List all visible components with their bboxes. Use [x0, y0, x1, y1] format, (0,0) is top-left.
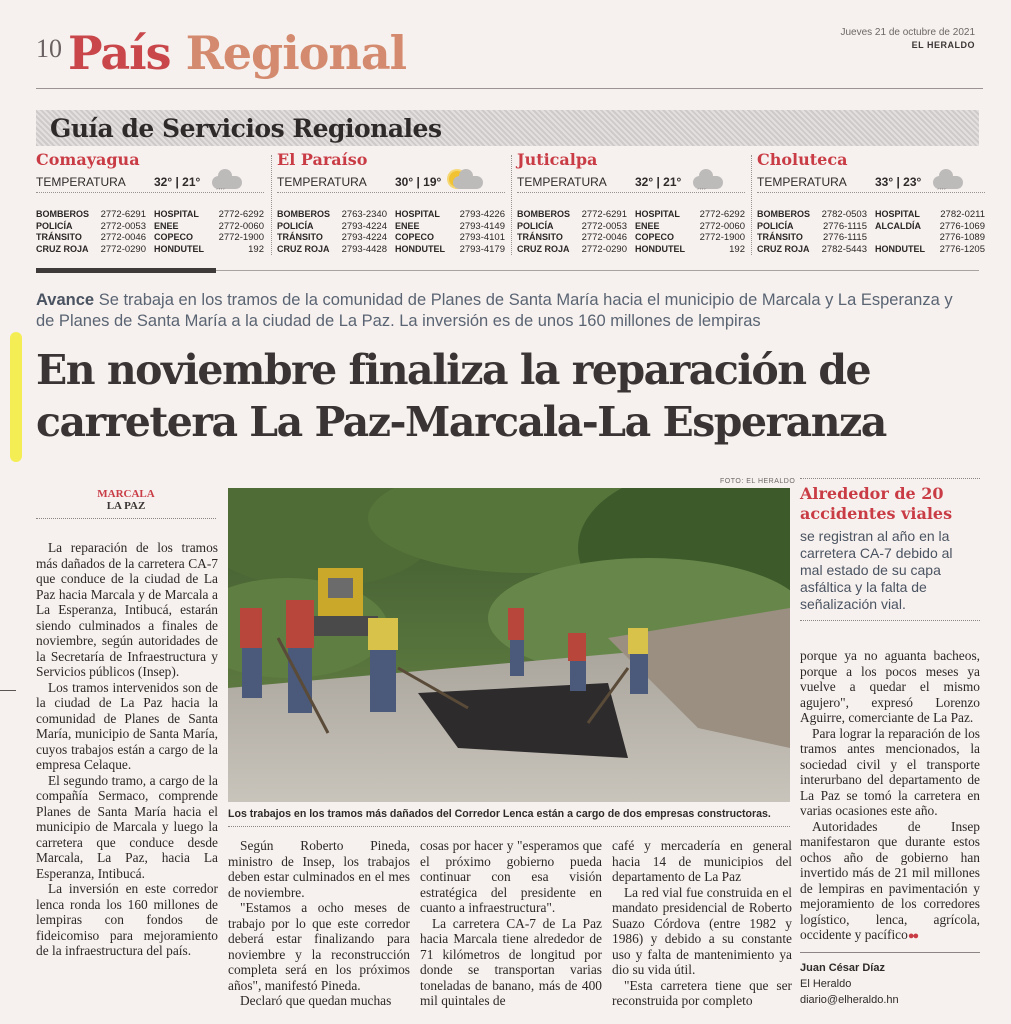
- phone-number: 2772-6292: [218, 209, 264, 220]
- temperature-label: TEMPERATURA: [36, 174, 126, 189]
- temperature-row: [757, 171, 985, 193]
- header-divider: [36, 88, 983, 89]
- service-name: HOSPITAL: [875, 209, 920, 219]
- phone-directory: [36, 209, 264, 255]
- city-divider: [751, 155, 752, 255]
- phone-entry: [635, 232, 745, 244]
- issue-date: Jueves 21 de octubre de 2021: [840, 27, 975, 38]
- sidebar-rule-bottom: [800, 620, 980, 621]
- phone-entry: [757, 232, 867, 244]
- page-edge-mark: [0, 690, 16, 691]
- phone-number: 192: [248, 243, 264, 255]
- phone-entry: [875, 209, 985, 221]
- phone-entry: [395, 209, 505, 221]
- article-column-1: [36, 540, 218, 959]
- phone-number: 2776-1115: [822, 220, 867, 232]
- city-divider: [271, 155, 272, 255]
- service-name: COPECO: [395, 232, 435, 242]
- phone-number: 2782-5443: [821, 243, 867, 255]
- article-column-2: [228, 838, 410, 1009]
- photo-credit: FOTO: EL HERALDO: [720, 478, 796, 485]
- city-block: [517, 150, 745, 262]
- page-number: 10: [36, 34, 62, 63]
- service-name: ENEE: [395, 220, 420, 231]
- paragraph: porque ya no aguanta bacheos, porque a los pocos meses ya vuelve a quedar el mismo agujero", expresó Lorenzo Aguirre, comerciante de La Paz.: [800, 648, 980, 725]
- article-column-4: [612, 838, 792, 1009]
- end-mark-icon: ●●: [907, 930, 918, 942]
- city-name: Comayagua: [36, 150, 140, 169]
- phone-number: 2776-1089: [939, 232, 985, 243]
- phone-number: 2793-4149: [459, 220, 505, 232]
- phone-number: 2763-2340: [341, 209, 387, 220]
- phone-number: 2793-4224: [341, 220, 387, 232]
- phone-entry: [635, 209, 745, 221]
- phone-number: 2793-4226: [459, 209, 505, 220]
- service-name: CRUZ ROJA: [36, 243, 89, 254]
- guide-title: Guía de Servicios Regionales: [50, 114, 442, 143]
- service-name: HONDUTEL: [154, 243, 204, 254]
- service-name: BOMBEROS: [757, 209, 811, 219]
- paragraph: La carretera CA-7 de La Paz hacia Marcala tiene alrededor de 71 kilómetros de longitud por donde se transportan varias toneladas de banano, más de 400 mil quintales de: [420, 915, 602, 1008]
- caption-rule: [228, 826, 790, 827]
- section-title: [68, 26, 406, 80]
- author-name: Juan César Díaz: [800, 962, 885, 974]
- paragraph: "Esta carretera tiene que ser reconstruida por completo: [612, 977, 792, 1008]
- sidebar-body: se registran al año en la carretera CA-7 debido al mal estado de su capa asfáltica y la falta de señalización vial.: [800, 528, 953, 612]
- phone-entry: [36, 232, 146, 244]
- headline-line-2: carretera La Paz-Marcala-La Esperanza: [36, 398, 886, 446]
- paragraph: La reparación de los tramos más dañados de la carretera CA-7 que conduce de la ciudad de La Paz hacia Marcala y de Marcala a La Esperanza, Intibucá, estarán siendo culminados a finales de noviembre, según autoridades de la Secretaría de Infraestructura y Servicios públicos (Insep).: [36, 540, 218, 679]
- temperature-label: TEMPERATURA: [517, 174, 607, 189]
- paragraph: Para lograr la reparación de los tramos antes mencionados, la sociedad civil y el transporte interurbano del departamento de La Paz se tomó la carretera en varias ocasiones este año.: [800, 725, 980, 818]
- phone-number: 2772-0046: [581, 232, 627, 243]
- phone-entry: [875, 232, 985, 244]
- article-headline: [36, 344, 976, 448]
- phone-number: 2776-1069: [939, 220, 985, 232]
- temperature-row: [277, 171, 505, 193]
- sun-cloud-icon: [447, 171, 485, 193]
- phone-entry: [277, 209, 387, 221]
- phone-number: 2793-4428: [341, 243, 387, 255]
- city-name: Juticalpa: [517, 150, 598, 169]
- paragraph: El segundo tramo, a cargo de la compañía Sermaco, comprende Planes de Santa María hacia el municipio de Marcala y luego la carretera que conduce desde Marcala, La Paz, hacia La Esperanza, Intibucá.: [36, 772, 218, 881]
- paragraph: Según Roberto Pineda, ministro de Insep, los trabajos deben estar culminados en el mes de noviembre.: [228, 838, 410, 900]
- phone-number: 2772-0060: [699, 220, 745, 232]
- temperature-label: TEMPERATURA: [277, 174, 367, 189]
- phone-number: 2772-0290: [581, 243, 627, 255]
- phone-number: 2793-4224: [341, 232, 387, 243]
- service-name: TRÁNSITO: [757, 232, 803, 242]
- phone-entry: [517, 232, 627, 244]
- paragraph: La red vial fue construida en el mandato presidencial de Roberto Suazo Córdova (entre 1982 y 1986) y debido a su constante uso y falta de mantenimiento ya dio su vida útil.: [612, 884, 792, 977]
- phone-entry: [395, 221, 505, 233]
- temperature-value: 30° | 19°: [395, 174, 442, 189]
- phone-entry: [154, 244, 264, 256]
- phone-entry: [277, 244, 387, 256]
- service-name: ALCALDÍA: [875, 220, 921, 231]
- phone-number: 2772-0046: [100, 232, 146, 243]
- sidebar-rule-top: [800, 478, 980, 479]
- newspaper-name: EL HERALDO: [911, 40, 975, 50]
- phone-directory: [277, 209, 505, 255]
- phone-entry: [36, 244, 146, 256]
- phone-entry: [635, 244, 745, 256]
- phone-number: 2772-0060: [218, 220, 264, 232]
- temperature-value: 32° | 21°: [154, 174, 201, 189]
- city-divider: [511, 155, 512, 255]
- rain-cloud-icon: ′′′′: [206, 171, 244, 193]
- service-name: TRÁNSITO: [277, 232, 323, 242]
- phone-number: 2772-0053: [100, 220, 146, 232]
- city-block: [757, 150, 985, 262]
- temperature-value: 32° | 21°: [635, 174, 682, 189]
- service-name: TRÁNSITO: [517, 232, 563, 242]
- guide-bottom-bar: [36, 268, 216, 273]
- phone-directory: [517, 209, 745, 255]
- dateline-region: LA PAZ: [106, 500, 146, 512]
- guide-bottom-rule: [216, 270, 979, 271]
- paragraph: café y mercadería en general hacia 14 de municipios del departamento de La Paz: [612, 838, 792, 884]
- service-name: POLICÍA: [277, 220, 314, 231]
- phone-entry: [757, 221, 867, 233]
- rain-cloud-icon: ′′′′: [687, 171, 725, 193]
- paragraph: cosas por hacer y "esperamos que el próximo gobierno pueda continuar con esa visión estratégica del presidente en cuanto a infraestructura".: [420, 838, 602, 915]
- author-organization: El Heraldo: [800, 978, 852, 990]
- service-name: BOMBEROS: [36, 209, 90, 219]
- service-name: HOSPITAL: [395, 209, 440, 219]
- service-name: POLICÍA: [517, 220, 554, 231]
- service-name: POLICÍA: [36, 220, 73, 231]
- city-name: Choluteca: [757, 150, 848, 169]
- phone-number: 2772-6291: [100, 209, 146, 220]
- dateline-place: MARCALA: [36, 488, 216, 500]
- phone-entry: [395, 244, 505, 256]
- paragraph: Los tramos intervenidos son de la ciudad de La Paz hacia la comunidad de Planes de Santa María, municipio de Santa María, cuyos trabajos están a cargo de la empresa Celaque.: [36, 679, 218, 772]
- phone-entry: [875, 244, 985, 256]
- phone-entry: [517, 221, 627, 233]
- service-name: CRUZ ROJA: [517, 243, 570, 254]
- road-work-photo: [228, 488, 790, 802]
- phone-entry: [154, 232, 264, 244]
- temperature-row: [36, 171, 264, 193]
- paragraph: "Estamos a ocho meses de trabajo por lo que este corredor deberá estar finalizando para noviembre y la reconstrucción completa será en los próximos años", manifestó Pineda.: [228, 900, 410, 993]
- phone-number: 2782-0503: [821, 209, 867, 220]
- phone-number: 2772-1900: [699, 232, 745, 243]
- paragraph: Autoridades de Insep manifestaron que durante estos ochos año de gobierno han invertido más de 21 mil millones de lempiras en pavimentación y mejoramiento de los corredores logístico, lenca, agrícola, occidente y pacífico●●: [800, 818, 980, 942]
- photo-caption: Los trabajos en los tramos más dañados del Corredor Lenca están a cargo de dos empresas constructoras.: [228, 808, 771, 820]
- phone-entry: [154, 209, 264, 221]
- city-name: El Paraíso: [277, 150, 368, 169]
- kicker-text: Se trabaja en los tramos de la comunidad de Planes de Santa María hacia el municipio de Marcala y La Esperanza y de Planes de Santa María a la ciudad de La Paz. La inversión es de unos 160 millones de lempiras: [36, 291, 953, 330]
- service-name: HONDUTEL: [395, 243, 445, 254]
- phone-number: 2793-4179: [459, 243, 505, 255]
- service-name: HONDUTEL: [875, 243, 925, 254]
- phone-number: 2772-6292: [699, 209, 745, 220]
- headline-line-1: En noviembre finaliza la reparación de: [36, 346, 871, 394]
- service-name: POLICÍA: [757, 220, 794, 231]
- highlighter-mark: [10, 332, 22, 462]
- phone-entry: [277, 221, 387, 233]
- phone-entry: [154, 221, 264, 233]
- phone-directory: [757, 209, 985, 255]
- article-column-3: [420, 838, 602, 1009]
- sidebar-headline: Alrededor de 20 accidentes viales: [800, 484, 953, 523]
- article-kicker: [36, 290, 966, 332]
- phone-entry: [36, 209, 146, 221]
- service-name: COPECO: [154, 232, 194, 242]
- byline-rule: [800, 952, 980, 953]
- service-name: HOSPITAL: [154, 209, 199, 219]
- section-title-word1: País: [68, 26, 171, 80]
- service-name: CRUZ ROJA: [757, 243, 810, 254]
- service-name: BOMBEROS: [517, 209, 571, 219]
- paragraph: Declaró que quedan muchas: [240, 993, 392, 1008]
- phone-entry: [635, 221, 745, 233]
- phone-entry: [875, 221, 985, 233]
- phone-entry: [757, 244, 867, 256]
- city-block: [36, 150, 264, 262]
- rain-cloud-icon: ′′′′: [927, 171, 965, 193]
- phone-number: 2772-1900: [218, 232, 264, 243]
- phone-number: 2772-0053: [581, 220, 627, 232]
- service-name: HONDUTEL: [635, 243, 685, 254]
- article-column-5: [800, 648, 980, 945]
- phone-number: 192: [729, 243, 745, 255]
- service-name: TRÁNSITO: [36, 232, 82, 242]
- service-name: COPECO: [635, 232, 675, 242]
- dateline-rule-bottom: [36, 518, 216, 519]
- paragraph: La inversión en este corredor lenca ronda los 160 millones de lempiras con fondos de fideicomiso para mejoramiento de la infraestructura del país.: [36, 881, 218, 958]
- temperature-row: [517, 171, 745, 193]
- service-name: BOMBEROS: [277, 209, 331, 219]
- service-name: ENEE: [154, 220, 179, 231]
- phone-entry: [517, 244, 627, 256]
- phone-entry: [757, 209, 867, 221]
- kicker-label: Avance: [36, 291, 95, 309]
- author-email: diario@elheraldo.hn: [800, 994, 899, 1006]
- phone-entry: [277, 232, 387, 244]
- phone-number: 2782-0211: [940, 209, 985, 220]
- section-title-word2: Regional: [185, 26, 407, 80]
- phone-number: 2772-6291: [581, 209, 627, 220]
- phone-number: 2772-0290: [100, 243, 146, 255]
- phone-entry: [36, 221, 146, 233]
- phone-entry: [395, 232, 505, 244]
- phone-entry: [517, 209, 627, 221]
- temperature-label: TEMPERATURA: [757, 174, 847, 189]
- phone-number: 2776-1115: [822, 232, 867, 243]
- phone-number: 2776-1205: [939, 243, 985, 255]
- service-name: HOSPITAL: [635, 209, 680, 219]
- phone-number: 2793-4101: [459, 232, 505, 243]
- service-name: ENEE: [635, 220, 660, 231]
- city-block: [277, 150, 505, 262]
- service-name: CRUZ ROJA: [277, 243, 330, 254]
- temperature-value: 33° | 23°: [875, 174, 922, 189]
